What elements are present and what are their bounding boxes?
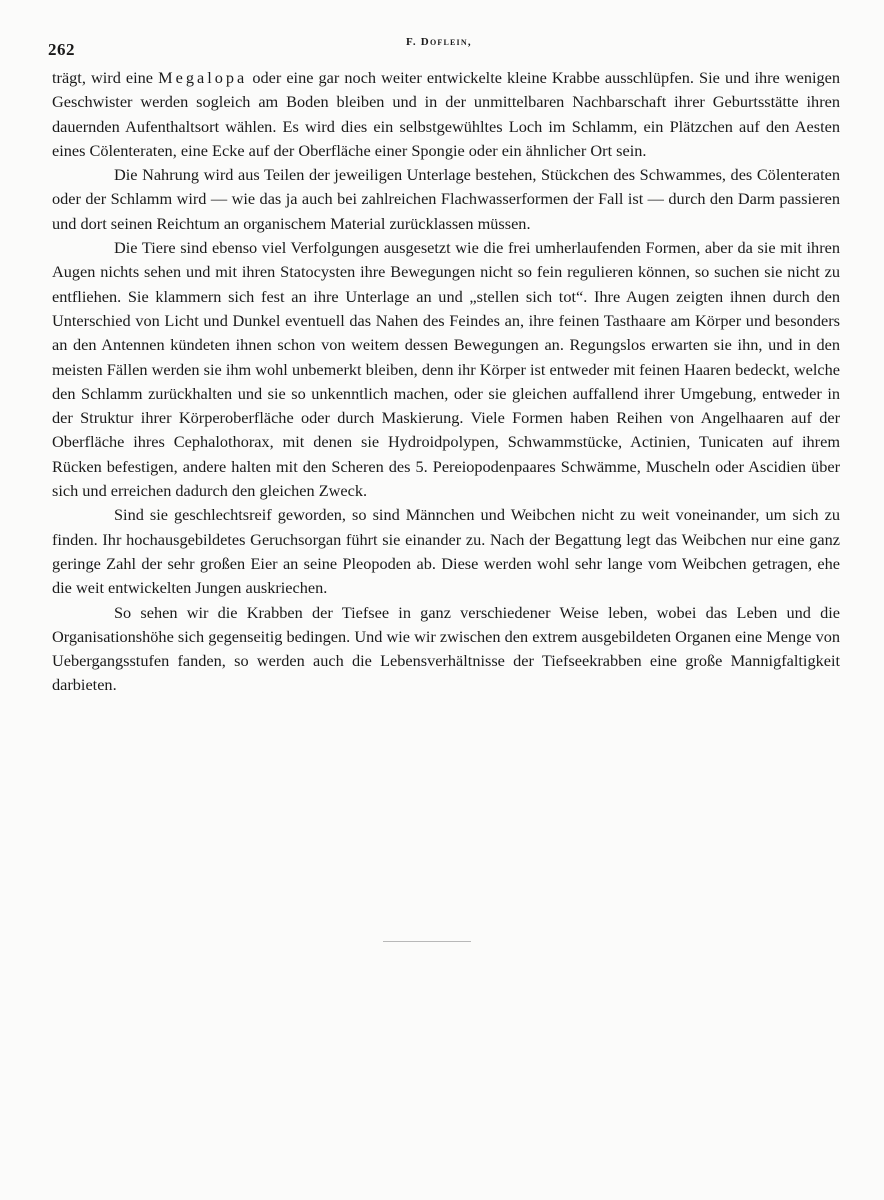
paragraph-1-rest: oder eine gar noch weiter entwickelte kleine Krabbe ausschlüpfen. Sie und ihre wenigen Geschwister werden sogleich am Boden bleiben und in der unmittelbaren Nachbarschaft ihrer Geburtsstätte ihren dauernden Aufenthaltsort wählen. Es wird dies ein selbstgewühltes Loch im Schlamm, ein Plätzchen auf den Aesten eines Cölenteraten, eine Ecke auf der Oberfläche einer Spongie oder ein ähnlicher Ort sein. (52, 68, 840, 160)
end-rule (383, 941, 471, 942)
paragraph-1 (52, 66, 840, 163)
paragraph-4: Sind sie geschlechtsreif geworden, so sind Männchen und Weibchen nicht zu weit voneinander, um sich zu finden. Ihr hochausgebildetes Geruchsorgan führt sie einander zu. Nach der Begattung legt das Weibchen nur eine ganz geringe Zahl der sehr großen Eier an seine Pleopoden ab. Diese werden wohl sehr lange vom Weibchen getragen, ehe die weit entwickelten Jungen auskriechen. (52, 505, 840, 598)
paragraph-5: So sehen wir die Krabben der Tiefsee in ganz verschiedener Weise leben, wobei das Leben und die Organisationshöhe sich gegenseitig bedingen. Und wie wir zwischen den extrem ausgebildeten Organen eine Menge von Uebergangsstufen fanden, so werden auch die Lebensverhältnisse der Tiefseekrabben eine große Mannigfaltigkeit darbieten. (52, 602, 840, 695)
body-text (52, 66, 840, 698)
paragraph-2: Die Nahrung wird aus Teilen der jeweiligen Unterlage bestehen, Stückchen des Schwammes, des Cölenteraten oder der Schlamm wird — wie das ja auch bei zahlreichen Flachwasserformen der Fall ist — durch den Darm passieren und dort seinen Reichtum an organischem Material zurücklassen müssen. (52, 165, 840, 233)
running-head (48, 34, 836, 58)
running-head-author: F. Doflein, (406, 36, 472, 48)
spaced-term-megalopa: Megalopa (158, 68, 248, 87)
page-number: 262 (48, 40, 75, 59)
paragraph-1-start: trägt, wird eine (52, 68, 159, 87)
paragraph-3: Die Tiere sind ebenso viel Verfolgungen ausgesetzt wie die frei umherlaufenden Formen, aber da sie mit ihren Augen nichts sehen und mit ihren Statocysten ihre Bewegungen nicht so fein regulieren können, so suchen sie nicht zu entfliehen. Sie klammern sich fest an ihre Unterlage an und „stellen sich tot“. Ihre Augen zeigten ihnen durch den Unterschied von Licht und Dunkel eventuell das Nahen des Feindes an, ihre feinen Tasthaare am Körper und besonders an den Antennen kündeten ihnen schon von weitem dessen Bewegungen an. Regungslos erwarten sie ihn, und in den meisten Fällen werden sie ihm wohl unbemerkt bleiben, denn ihr Körper ist entweder mit feinen Haaren bedeckt, welche den Schlamm zurückhalten und sie so unkenntlich machen, oder sie gleichen auffallend ihrer Umgebung, entweder in der Struktur ihrer Körperoberfläche oder durch Maskierung. Viele Formen haben Reihen von Angelhaaren auf der Oberfläche ihres Cephalothorax, mit denen sie Hydroidpolypen, Schwammstücke, Actinien, Tunicaten auf ihrem Rücken befestigen, andere halten mit den Scheren des 5. Pereiopodenpaares Schwämme, Muscheln oder Ascidien über sich und erreichen dadurch den gleichen Zweck. (52, 238, 840, 501)
